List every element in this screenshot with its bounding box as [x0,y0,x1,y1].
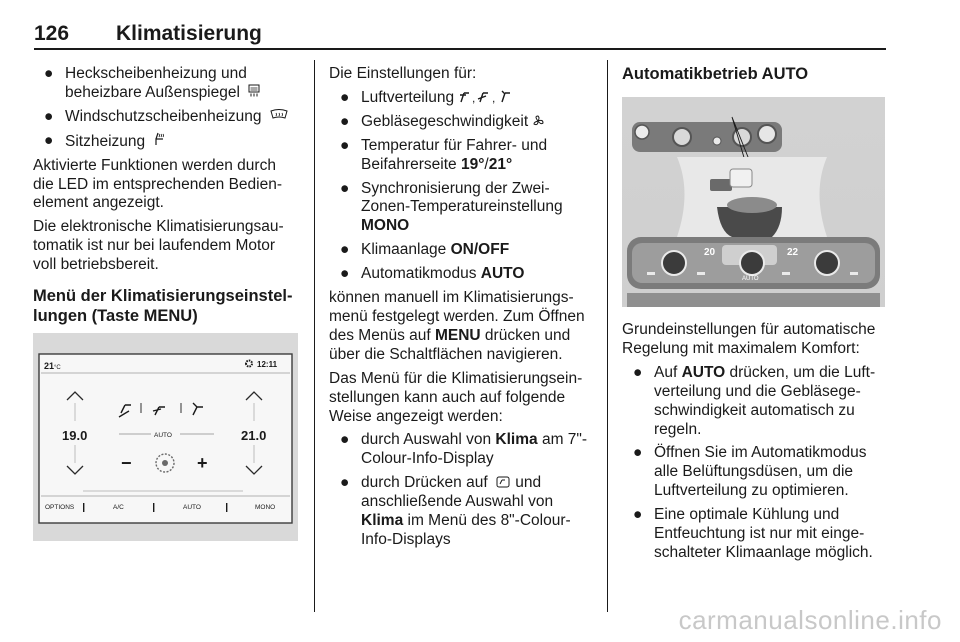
bullet-icon: ● [633,444,643,462]
bullet-icon: ● [340,112,350,130]
list-item: ● Heckscheibenheizung und beheizbare Außenspiegel [33,65,303,103]
paragraph: Aktivierte Funktionen werden durch die LED im entsprechenden Bedien- element angezeigt. [33,156,283,212]
menu-access-list [329,431,599,549]
paragraph: Das Menü für die Klimatisierungsein- stellungen kann auch auf folgende Weise angezeigt werden: [329,369,583,425]
list-item: ● Luftverteilung , , [329,89,599,108]
bullet-icon: ● [44,131,54,149]
panel-right-temperature: 22 [787,247,799,258]
column-divider-2 [607,60,608,612]
paragraph: können manuell im Klimatisierungs- menü festgelegt werden. Zum Öffnen des Menüs auf MENU drücken und über die Schaltflächen navigieren. [329,289,585,363]
list-item: ● durch Auswahl von Klima am 7"- Colour-Info-Display [340,431,588,468]
column-divider-1 [314,60,315,612]
header-rule [34,48,886,50]
list-item: ● Temperatur für Fahrer- und Beifahrerseite 19°/21° [340,136,548,173]
paragraph: Die elektronische Klimatisierungsau- tomatik ist nur bei laufendem Motor voll betriebsbereit. [33,218,284,274]
page-number: 126 [34,22,70,45]
column-2 [329,65,599,555]
svg-text:,: , [472,90,476,104]
column-3-body [622,321,887,568]
list-item: ● Gebläsegeschwindigkeit [329,113,599,132]
climate-menu-screen-figure [33,333,298,541]
bullet-icon: ● [340,136,350,154]
outside-temperature: 21 [44,361,55,371]
outside-temperature-unit: °C [54,365,61,371]
bullet-icon: ● [633,363,643,381]
auto-indicator: AUTO [154,432,172,439]
list-item: ● Auf AUTO drücken, um die Luft- verteilung und die Gebläsege- schwindigkeit automatisch zu regeln. [633,363,876,438]
ac-button: A/C [113,504,124,511]
auto-mode-list [622,364,887,563]
seat-heater-icon [153,132,166,146]
panel-left-temperature: 20 [704,247,716,258]
watermark: carmanualsonline.info [678,605,942,635]
climate-button-icon [496,476,510,488]
paragraph: Die Einstellungen für: [329,65,477,82]
list-item: ● Automatikmodus AUTO [340,265,525,283]
feature-list [33,65,303,152]
bullet-icon: ● [44,65,54,82]
section-heading: Menü der Klimatisierungseinstel- lungen (Taste MENU) [33,287,293,325]
fan-minus-button: − [121,453,132,473]
settings-list [329,89,599,284]
climate-control-panel-figure [622,97,885,307]
bullet-icon: ● [340,431,350,449]
air-distribution-icons [458,90,524,104]
list-item: ● Windschutzscheibenheizung [33,108,303,127]
bullet-icon: ● [340,88,350,106]
column-1 [33,65,303,330]
right-temperature: 21.0 [241,428,267,443]
column-3 [622,65,887,89]
bullet-icon: ● [633,506,643,524]
windscreen-heater-icon [270,109,288,121]
auto-button: AUTO [183,504,201,511]
bullet-icon: ● [340,265,350,283]
list-item: ● Synchronisierung der Zwei- Zonen-Temperatureinstellung MONO [340,179,563,235]
list-item: ● Eine optimale Kühlung und Entfeuchtung ist nur mit einge- schalteter Klimaanlage möglich. [633,506,873,561]
options-button: OPTIONS [45,504,75,511]
panel-auto-label: AUTO [742,276,759,282]
section-heading: Automatikbetrieb AUTO [622,65,809,83]
fan-plus-button: + [197,453,208,473]
bullet-icon: ● [340,179,350,197]
list-item: ● durch Drücken auf und anschließende Auswahl von Klima im Menü des 8"-Colour- Info-Displays [340,474,571,548]
svg-text:,: , [492,90,496,104]
left-temperature: 19.0 [62,428,88,443]
list-item: ● Klimaanlage ON/OFF [340,241,510,259]
fan-icon [532,115,544,127]
bullet-icon: ● [44,107,54,125]
page-title: Klimatisierung [116,22,262,45]
list-item: ● Sitzheizung [33,132,303,152]
mono-button: MONO [255,504,276,511]
rear-window-heater-icon [248,84,260,97]
paragraph: Grundeinstellungen für automatische Regelung mit maximalem Komfort: [622,321,876,357]
clock-time: 12:11 [257,360,278,369]
list-item: ● Öffnen Sie im Automatikmodus alle Belüftungsdüsen, um die Luftverteilung zu optimieren. [633,444,867,500]
bullet-icon: ● [340,474,350,492]
bullet-icon: ● [340,241,350,259]
